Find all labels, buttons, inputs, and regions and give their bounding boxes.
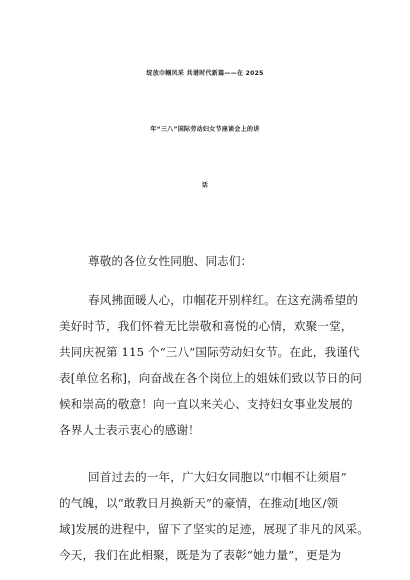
greeting-text: 尊敬的各位女性同胞、同志们：	[88, 254, 253, 268]
document-title-line-3: 话	[201, 182, 209, 189]
document-title-line-1: 绽放巾帼风采 共谱时代新篇——在 2025	[146, 70, 264, 77]
paragraph-1-line-2: 美好时节，我们怀着无比崇敬和喜悦的心情，欢聚一堂，	[59, 319, 353, 333]
paragraph-1-line-5: 候和崇高的敬意！向一直以来关心、支持妇女事业发展的	[59, 397, 353, 411]
paragraph-2-line-1: 回首过去的一年，广大妇女同胞以“巾帼不让须眉”	[88, 470, 347, 484]
paragraph-1-line-4: 表[单位名称]，向奋战在各个岗位上的姐妹们致以节日的问	[59, 371, 362, 385]
paragraph-1-line-3: 共同庆祝第 115 个“三八”国际劳动妇女节。在此，我谨代	[59, 345, 360, 359]
paragraph-2-line-2: 的气魄，以“敢教日月换新天”的豪情，在推动[地区/领	[59, 496, 339, 510]
document-title-line-2: 年“三八”国际劳动妇女节座谈会上的讲	[150, 126, 260, 133]
paragraph-2-line-3: 域]发展的进程中，留下了坚实的足迹，展现了非凡的风采。	[59, 522, 370, 536]
paragraph-1-line-1: 春风拂面暖人心，巾帼花开别样红。在这充满希望的	[88, 293, 359, 307]
paragraph-2-line-4: 今天，我们在此相聚，既是为了表彰“她力量”，更是为	[59, 548, 342, 562]
paragraph-1-line-6: 各界人士表示衷心的感谢！	[59, 423, 200, 437]
